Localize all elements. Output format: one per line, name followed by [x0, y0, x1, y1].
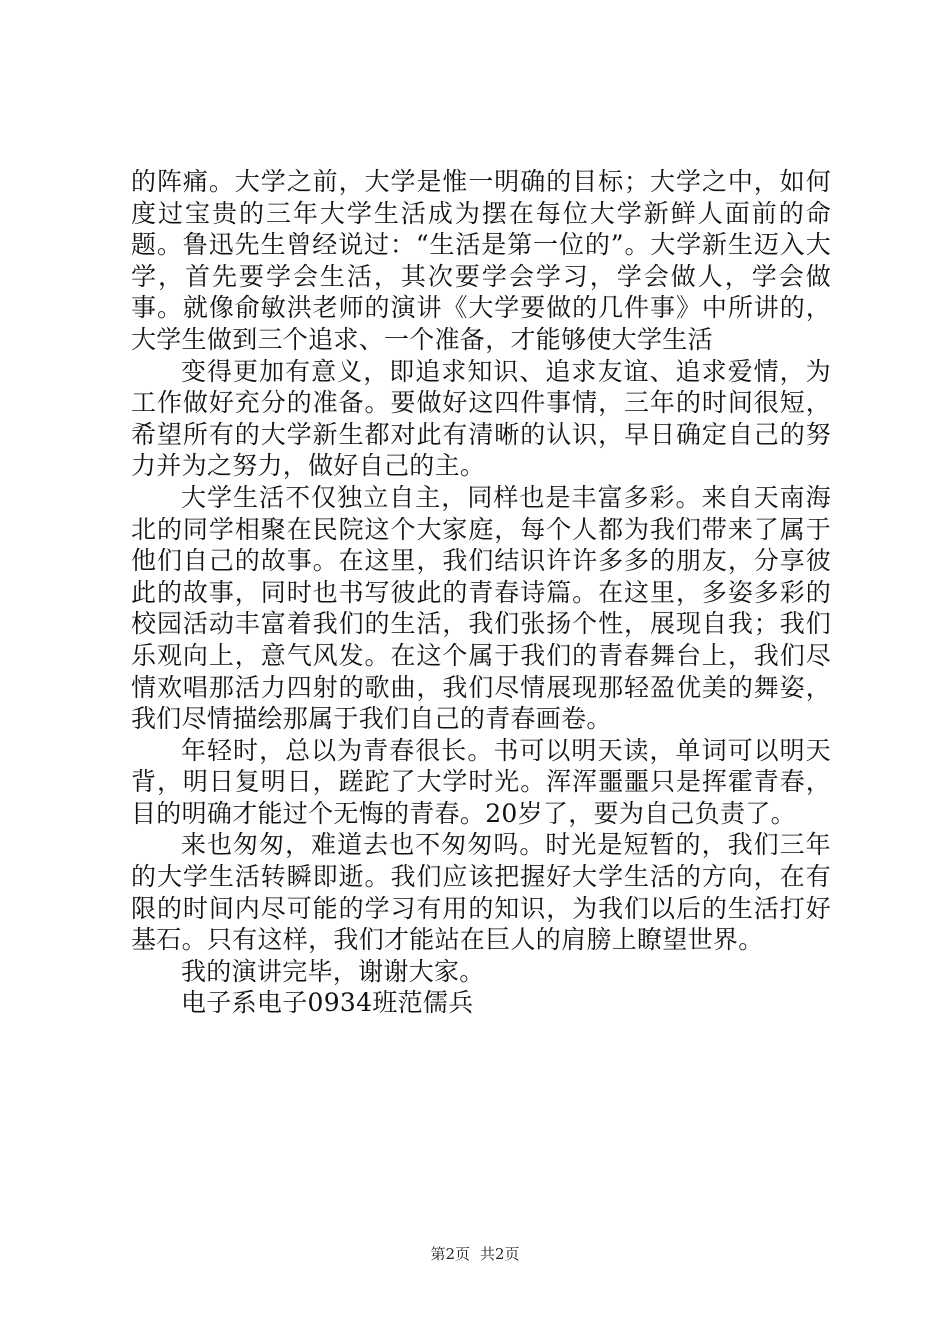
page-number: 第2页 — [430, 1245, 470, 1263]
paragraph-continuation-2: 变得更加有意义，即追求知识、追求友谊、追求爱情，为工作做好充分的准备。要做好这四件事情，三年的时间很短，希望所有的大学新生都对此有清晰的认识，早日确定自己的努力并为之努力，做好自己的主。 — [131, 356, 831, 481]
page-total: 共2页 — [480, 1245, 520, 1263]
author-signature: 电子系电子0934班范儒兵 — [181, 988, 474, 1018]
paragraph-time: 来也匆匆，难道去也不匆匆吗。时光是短暂的，我们三年的大学生活转瞬即逝。我们应该把握好大学生活的方向，在有限的时间内尽可能的学习有用的知识，为我们以后的生活打好基石。只有这样，我们才能站在巨人的肩膀上瞭望世界。 — [131, 830, 831, 955]
closing-line: 我的演讲完毕，谢谢大家。 — [181, 956, 485, 986]
paragraph-youth: 年轻时，总以为青春很长。书可以明天读，单词可以明天背，明日复明日，蹉跎了大学时光。浑浑噩噩只是挥霍青春，目的明确才能过个无悔的青春。20岁了，要为自己负责了。 — [131, 735, 831, 828]
page-footer — [0, 1244, 950, 1264]
paragraph-continuation-1: 的阵痛。大学之前，大学是惟一明确的目标；大学之中，如何度过宝贵的三年大学生活成为摆在每位大学新鲜人面前的命题。鲁迅先生曾经说过：“生活是第一位的”。大学新生迈入大学，首先要学会生活，其次要学会学习，学会做人，学会做事。就像俞敏洪老师的演讲《大学要做的几件事》中所讲的，大学生做到三个追求、一个准备，才能够使大学生活 — [131, 167, 831, 354]
paragraph-college-life: 大学生活不仅独立自主，同样也是丰富多彩。来自天南海北的同学相聚在民院这个大家庭，每个人都为我们带来了属于他们自己的故事。在这里，我们结识许许多多的朋友，分享彼此的故事，同时也书写彼此的青春诗篇。在这里，多姿多彩的校园活动丰富着我们的生活，我们张扬个性，展现自我；我们乐观向上，意气风发。在这个属于我们的青春舞台上，我们尽情欢唱那活力四射的歌曲，我们尽情展现那轻盈优美的舞姿，我们尽情描绘那属于我们自己的青春画卷。 — [131, 482, 831, 734]
document-body — [131, 166, 831, 1019]
